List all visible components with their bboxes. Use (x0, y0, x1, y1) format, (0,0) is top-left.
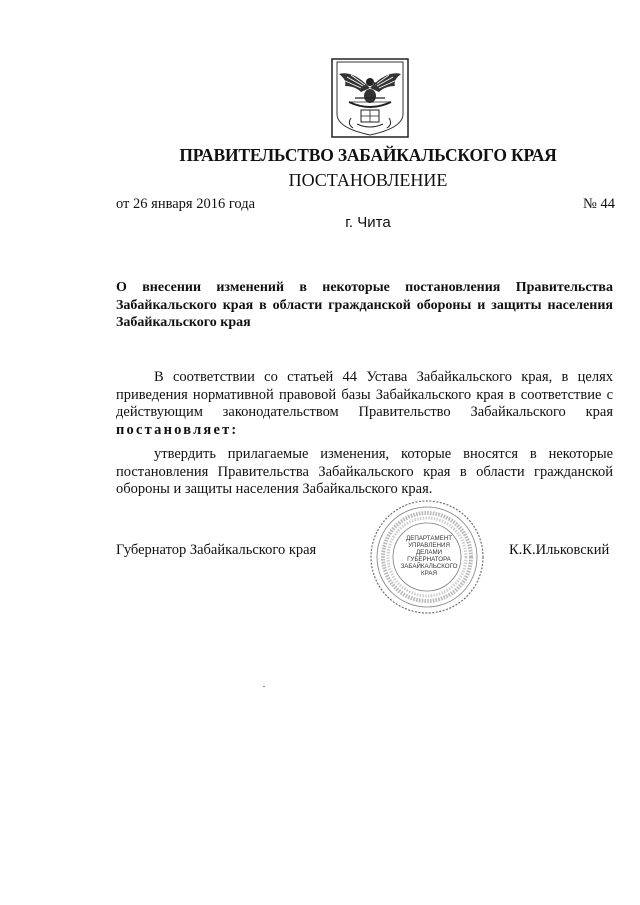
stamp-line-2: УПРАВЛЕНИЯ (408, 542, 450, 549)
document-type-title: ПОСТАНОВЛЕНИЕ (288, 170, 448, 190)
document-date: от 26 января 2016 года (116, 196, 256, 212)
document-subject: О внесении изменений в некоторые постановления Правительства Забайкальского края в области гражданской обороны и защиты населения Забайкальского края (116, 280, 613, 330)
official-stamp (354, 497, 504, 617)
document-number: № 44 (583, 196, 615, 212)
document-city: г. Чита (345, 214, 391, 231)
signer-name: К.К.Ильковский (509, 542, 610, 558)
stamp-line-4: ГУБЕРНАТОРА (407, 556, 451, 563)
government-title: ПРАВИТЕЛЬСТВО ЗАБАЙКАЛЬСКОГО КРАЯ (179, 145, 557, 165)
preamble-text: В соответствии со статьей 44 Устава Забайкальского края, в целях приведения нормативной правовой базы Забайкальского края в соответствие с действующим законодательством Правительство Забайкальского края (116, 369, 613, 420)
signer-title: Губернатор Забайкальского края (116, 542, 317, 558)
stamp-line-5: ЗАБАЙКАЛЬСКОГО (400, 563, 458, 570)
scan-speck (263, 686, 265, 687)
stamp-line-3: ДЕЛАМИ (415, 549, 443, 556)
stamp-line-1: ДЕПАРТАМЕНТ (406, 535, 452, 542)
coat-of-arms-icon (331, 58, 409, 138)
stamp-line-6: КРАЯ (421, 570, 437, 577)
body-paragraph-preamble (116, 369, 613, 439)
body-paragraph-resolution: утвердить прилагаемые изменения, которые вносятся в некоторые постановления Правительства Забайкальского края в области гражданской обороны и защиты населения Забайкальского края. (116, 446, 613, 497)
resolves-word: постановляет: (116, 421, 239, 438)
